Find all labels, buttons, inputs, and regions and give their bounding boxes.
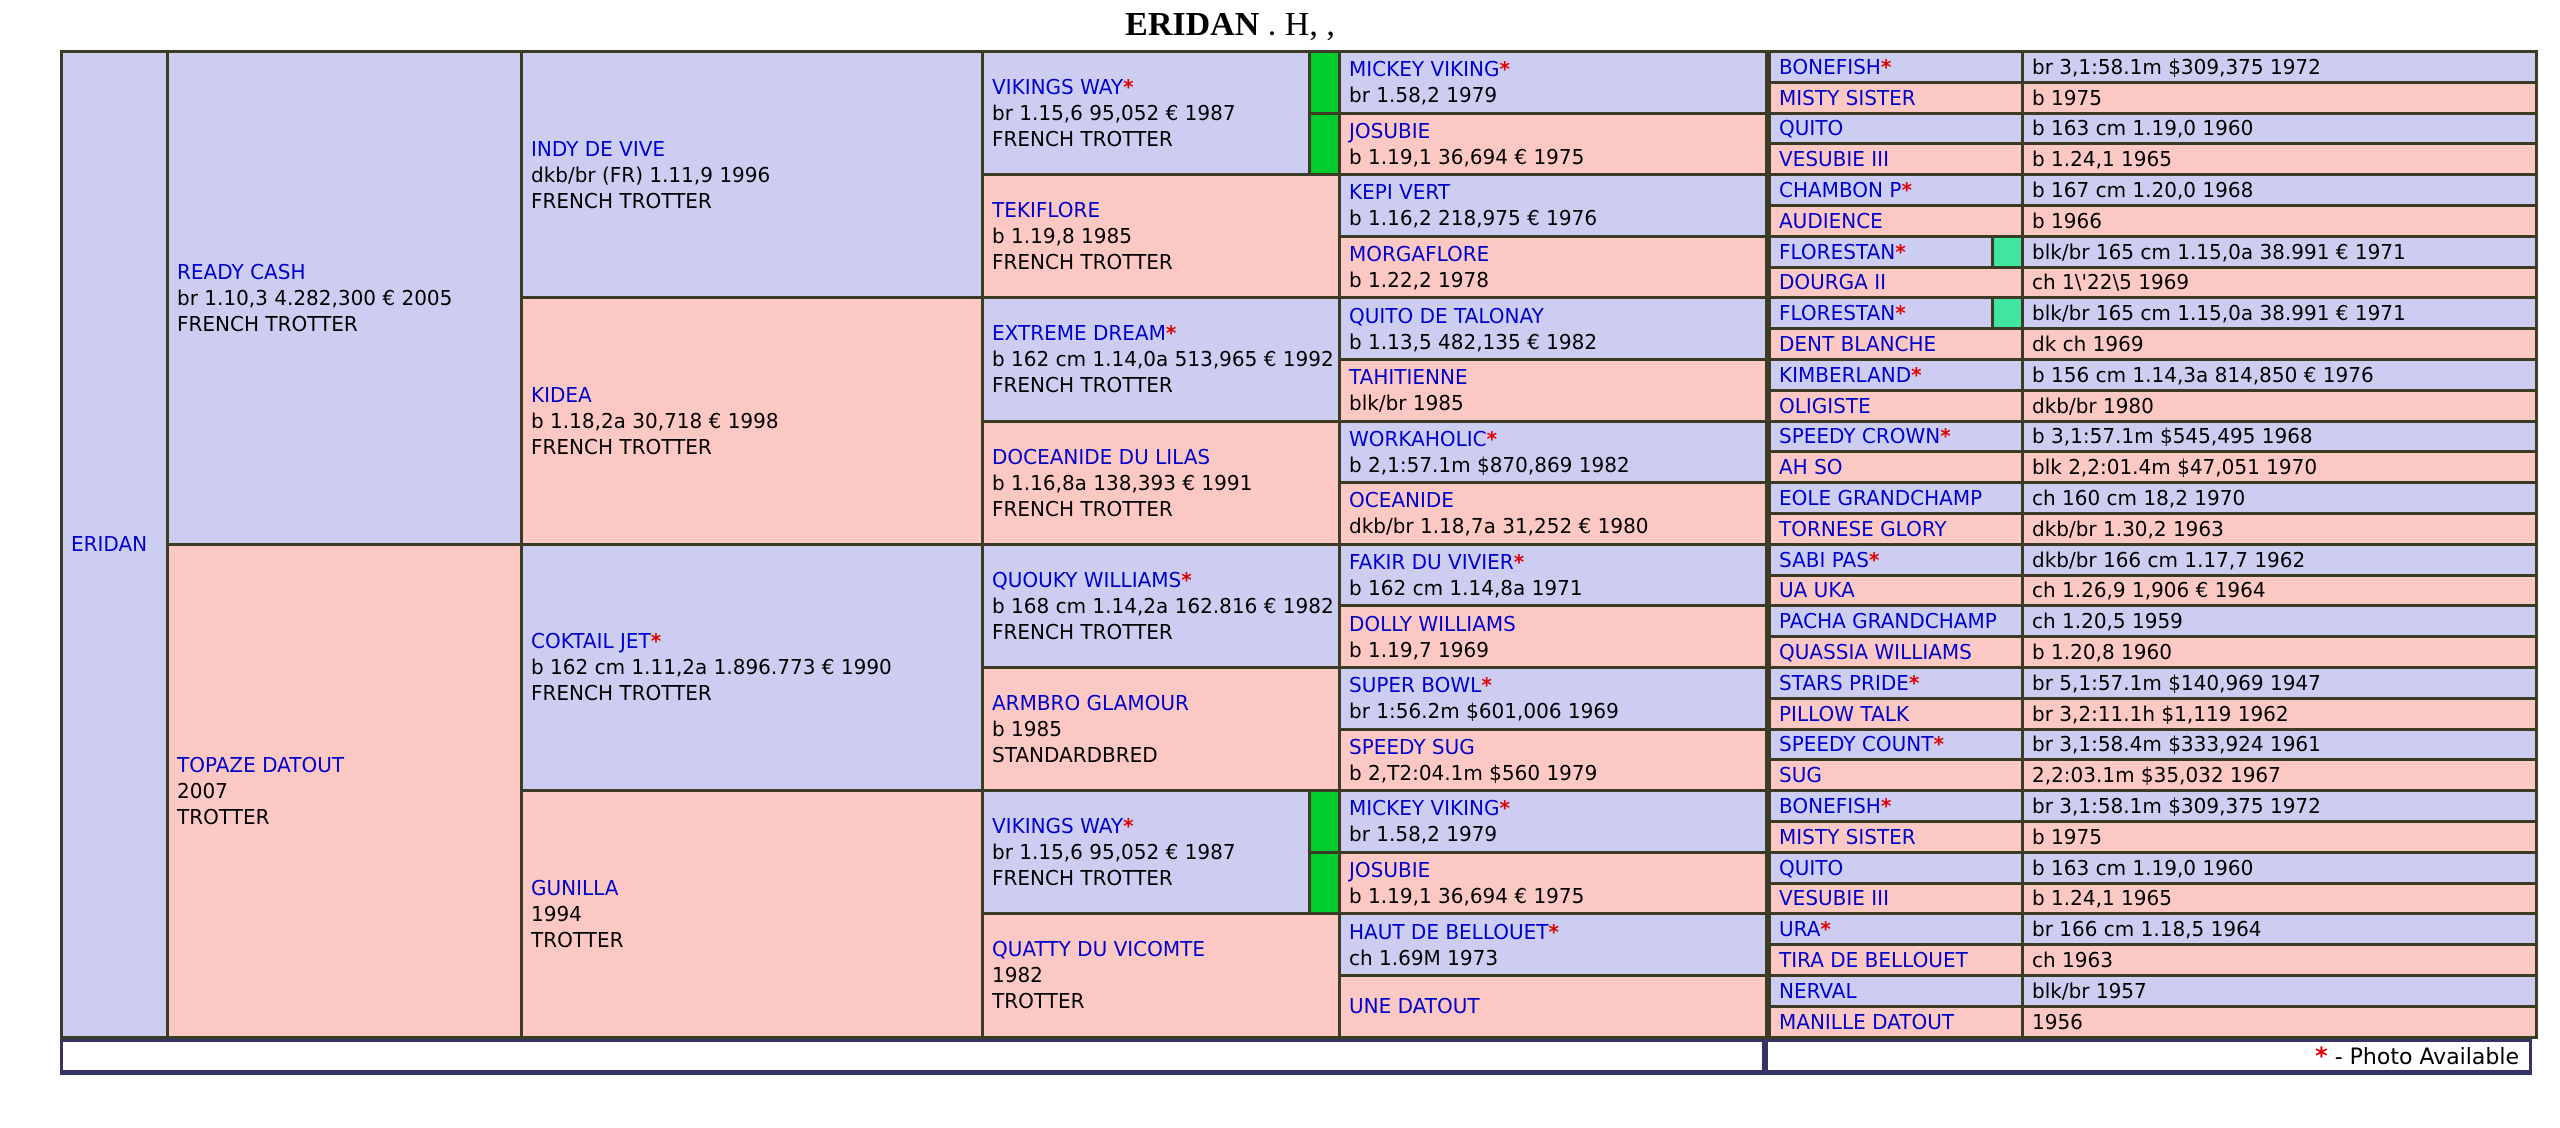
highlight-marker-teal — [1993, 236, 2023, 267]
horse-name[interactable]: NERVAL — [1779, 978, 1857, 1003]
horse-name[interactable]: SUPER BOWL — [1349, 673, 1482, 698]
horse-name[interactable]: VESUBIE III — [1779, 886, 1889, 911]
horse-name[interactable]: VIKINGS WAY — [992, 75, 1124, 100]
horse-detail: br 1:56.2m $601,006 1969 — [1349, 699, 1619, 724]
photo-star-icon: * — [1181, 567, 1192, 592]
cell-gen3-1 — [983, 52, 1310, 175]
horse-name[interactable]: KIMBERLAND — [1779, 362, 1912, 387]
horse-name[interactable]: DOURGA II — [1779, 270, 1887, 295]
horse-name[interactable]: MICKEY VIKING — [1349, 57, 1500, 82]
cell-gen3-4 — [983, 421, 1340, 544]
horse-detail: br 1.15,6 95,052 € 1987 — [992, 840, 1236, 865]
pedigree-table-right — [1768, 50, 2538, 1039]
cell-gen5-name — [1770, 483, 2023, 514]
cell-gen5-name — [1770, 298, 1993, 329]
photo-star-icon: * — [1499, 796, 1510, 821]
photo-star-icon: * — [1513, 550, 1525, 575]
cell-gen2-2 — [522, 298, 983, 544]
horse-name[interactable]: PILLOW TALK — [1779, 701, 1910, 726]
cell-gen5-detail: b 1.24,1 1965 — [2023, 883, 2537, 914]
cell-gen4-13 — [1340, 791, 1767, 853]
cell-gen5-name — [1770, 791, 2023, 822]
cell-gen5-name — [1770, 821, 2023, 852]
horse-name[interactable]: QUITO — [1779, 116, 1844, 141]
cell-gen5-name — [1770, 852, 2023, 883]
cell-gen3-2 — [983, 175, 1340, 298]
pedigree-tables — [0, 50, 2560, 1039]
horse-detail: b 1.16,8a 138,393 € 1991 — [992, 470, 1253, 495]
horse-detail: br 1.58,2 1979 — [1349, 83, 1498, 108]
horse-detail: b 2,1:57.1m $870,869 1982 — [1349, 452, 1630, 477]
cell-gen5-name — [1770, 883, 2023, 914]
horse-breed: FRENCH TROTTER — [531, 681, 712, 706]
horse-name[interactable]: READY CASH — [177, 259, 306, 284]
horse-breed: FRENCH TROTTER — [992, 250, 1173, 275]
horse-name[interactable]: CHAMBON P — [1779, 178, 1902, 203]
cell-gen5-name — [1770, 513, 2023, 544]
horse-name[interactable]: SABI PAS — [1779, 547, 1869, 572]
horse-name[interactable]: MISTY SISTER — [1779, 824, 1916, 849]
horse-breed: FRENCH TROTTER — [992, 127, 1173, 152]
horse-name[interactable]: GUNILLA — [531, 875, 619, 900]
cell-gen5-detail: ch 1.20,5 1959 — [2023, 606, 2537, 637]
horse-name[interactable]: INDY DE VIVE — [531, 136, 666, 161]
horse-name[interactable]: AUDIENCE — [1779, 208, 1883, 233]
horse-name[interactable]: DOLLY WILLIAMS — [1349, 611, 1516, 636]
cell-gen4-10 — [1340, 606, 1767, 668]
photo-star-icon: * — [1933, 732, 1944, 757]
horse-detail: 1994 — [531, 901, 582, 926]
horse-name[interactable]: FAKIR DU VIVIER — [1349, 550, 1514, 575]
cell-gen2-1 — [522, 52, 983, 298]
cell-gen5-detail: b 163 cm 1.19,0 1960 — [2023, 852, 2537, 883]
horse-name[interactable]: MORGAFLORE — [1349, 242, 1490, 267]
cell-gen5-name — [1770, 329, 2023, 360]
horse-name[interactable]: SPEEDY SUG — [1349, 734, 1475, 759]
cell-gen5-name — [1770, 637, 2023, 668]
horse-name[interactable]: ERIDAN — [71, 532, 148, 557]
horse-detail: b 1.19,8 1985 — [992, 224, 1132, 249]
horse-name[interactable]: QUITO DE TALONAY — [1349, 303, 1544, 328]
photo-star-icon: * — [1880, 794, 1892, 819]
cell-gen5-name — [1770, 390, 2023, 421]
horse-name[interactable]: BONEFISH — [1779, 54, 1881, 79]
horse-detail: br 1.58,2 1979 — [1349, 822, 1498, 847]
cell-gen5-detail: blk/br 165 cm 1.15,0a 38.991 € 1971 — [2023, 236, 2537, 267]
horse-name[interactable]: QUITO — [1779, 855, 1844, 880]
horse-name[interactable]: JOSUBIE — [1349, 858, 1431, 883]
cell-gen5-name — [1770, 452, 2023, 483]
horse-name[interactable]: OLIGISTE — [1779, 393, 1871, 418]
horse-breed: FRENCH TROTTER — [531, 435, 712, 460]
horse-detail: blk/br 1985 — [1349, 391, 1464, 416]
cell-gen4-4 — [1340, 236, 1767, 298]
cell-gen5-name — [1770, 729, 2023, 760]
cell-gen5-name — [1770, 698, 2023, 729]
horse-name[interactable]: FLORESTAN — [1779, 239, 1896, 264]
cell-gen5-name — [1770, 205, 2023, 236]
cell-gen5-detail: blk 2,2:01.4m $47,051 1970 — [2023, 452, 2537, 483]
horse-detail: b 1.19,7 1969 — [1349, 637, 1489, 662]
photo-star-icon: * — [1820, 917, 1831, 942]
cell-gen5-name — [1770, 113, 2023, 144]
horse-name[interactable]: SPEEDY COUNT — [1779, 732, 1934, 757]
horse-name[interactable]: DENT BLANCHE — [1779, 332, 1937, 357]
horse-name[interactable]: OCEANIDE — [1349, 488, 1454, 513]
cell-gen5-detail: 1956 — [2023, 1006, 2537, 1037]
horse-name[interactable]: KEPI VERT — [1349, 180, 1451, 205]
photo-star-icon: * — [1880, 54, 1892, 79]
cell-gen4-9 — [1340, 544, 1767, 606]
horse-name[interactable]: MANILLE DATOUT — [1779, 1009, 1955, 1034]
cell-gen5-detail: b 163 cm 1.19,0 1960 — [2023, 113, 2537, 144]
horse-detail: 2007 — [177, 778, 228, 803]
cell-gen5-detail: br 166 cm 1.18,5 1964 — [2023, 914, 2537, 945]
horse-name[interactable]: HAUT DE BELLOUET — [1349, 919, 1549, 944]
horse-name[interactable]: QUATTY DU VICOMTE — [992, 937, 1205, 962]
cell-gen5-name — [1770, 82, 2023, 113]
horse-name[interactable]: JOSUBIE — [1349, 118, 1431, 143]
cell-gen4-1 — [1340, 52, 1767, 114]
photo-star-icon: * — [650, 629, 662, 654]
cell-gen5-name — [1770, 52, 2023, 83]
cell-gen3-6 — [983, 667, 1340, 790]
horse-name[interactable]: MISTY SISTER — [1779, 85, 1916, 110]
horse-name[interactable]: TAHITIENNE — [1349, 365, 1468, 390]
cell-gen4-14 — [1340, 852, 1767, 914]
cell-gen5-detail: blk/br 1957 — [2023, 975, 2537, 1006]
photo-star-icon: * — [1895, 301, 1906, 326]
horse-name[interactable]: BONEFISH — [1779, 794, 1881, 819]
horse-name[interactable]: SPEEDY CROWN — [1779, 424, 1941, 449]
cell-gen5-detail: blk/br 165 cm 1.15,0a 38.991 € 1971 — [2023, 298, 2537, 329]
horse-name[interactable]: COKTAIL JET — [531, 629, 651, 654]
footer-row — [0, 1039, 2560, 1075]
horse-breed: FRENCH TROTTER — [992, 496, 1173, 521]
cell-gen5-detail: dkb/br 1980 — [2023, 390, 2537, 421]
photo-star-icon: * — [1895, 239, 1906, 264]
horse-name[interactable]: ARMBRO GLAMOUR — [992, 691, 1189, 716]
horse-name[interactable]: TIRA DE BELLOUET — [1779, 948, 1968, 972]
cell-gen5-detail: br 3,2:11.1h $1,119 1962 — [2023, 698, 2537, 729]
horse-detail: b 1985 — [992, 717, 1062, 742]
horse-name[interactable]: TEKIFLORE — [992, 198, 1101, 223]
cell-gen5-detail: b 1.20,8 1960 — [2023, 637, 2537, 668]
horse-detail: b 2,T2:04.1m $560 1979 — [1349, 760, 1598, 785]
horse-detail: br 1.15,6 95,052 € 1987 — [992, 101, 1236, 126]
photo-star-icon: * — [1901, 178, 1912, 203]
horse-breed: FRENCH TROTTER — [992, 866, 1173, 891]
horse-detail: dkb/br (FR) 1.11,9 1996 — [531, 162, 771, 187]
cell-gen5-detail: dkb/br 1.30,2 1963 — [2023, 513, 2537, 544]
horse-name[interactable]: QUOUKY WILLIAMS — [992, 567, 1182, 592]
cell-gen2-3 — [522, 544, 983, 790]
cell-gen4-16 — [1340, 975, 1767, 1037]
cell-gen5-detail: br 3,1:58.1m $309,375 1972 — [2023, 52, 2537, 83]
cell-gen5-name — [1770, 606, 2023, 637]
horse-detail: br 1.10,3 4.282,300 € 2005 — [177, 285, 453, 310]
cell-gen5-detail: dk ch 1969 — [2023, 329, 2537, 360]
horse-detail: b 1.18,2a 30,718 € 1998 — [531, 409, 779, 434]
cell-gen5-name — [1770, 359, 2023, 390]
cell-gen4-12 — [1340, 729, 1767, 791]
horse-name[interactable]: URA — [1779, 917, 1821, 942]
cell-gen4-2 — [1340, 113, 1767, 175]
cell-gen3-7 — [983, 791, 1310, 914]
horse-breed: FRENCH TROTTER — [177, 311, 358, 336]
cell-gen5-detail: br 5,1:57.1m $140,969 1947 — [2023, 667, 2537, 698]
highlight-marker-green — [1310, 852, 1340, 914]
cell-gen5-detail: ch 1963 — [2023, 945, 2537, 976]
photo-star-icon: * — [1940, 424, 1951, 449]
photo-available-legend: - Photo Available — [2327, 1044, 2519, 1070]
cell-gen5-name — [1770, 144, 2023, 175]
cell-gen4-3 — [1340, 175, 1767, 237]
cell-gen5-detail: ch 160 cm 18,2 1970 — [2023, 483, 2537, 514]
cell-gen5-name — [1770, 975, 2023, 1006]
horse-detail: 1982 — [992, 963, 1043, 988]
cell-gen5-detail: b 3,1:57.1m $545,495 1968 — [2023, 421, 2537, 452]
photo-star-icon: * — [2315, 1041, 2328, 1070]
horse-breed: FRENCH TROTTER — [531, 188, 712, 213]
cell-gen2-4 — [522, 791, 983, 1037]
horse-detail: ch 1.69M 1973 — [1349, 945, 1499, 970]
cell-gen1-sire — [168, 52, 522, 545]
highlight-marker-green — [1310, 113, 1340, 175]
photo-star-icon: * — [1499, 57, 1510, 82]
horse-name[interactable]: VESUBIE III — [1779, 147, 1889, 172]
cell-gen5-detail: ch 1\'22\5 1969 — [2023, 267, 2537, 298]
footer-box-right — [1765, 1039, 2532, 1075]
cell-gen5-detail: br 3,1:58.4m $333,924 1961 — [2023, 729, 2537, 760]
horse-breed: STANDARDBRED — [992, 743, 1158, 768]
cell-gen5-detail: dkb/br 166 cm 1.17,7 1962 — [2023, 544, 2537, 575]
horse-breed: FRENCH TROTTER — [992, 619, 1173, 644]
horse-breed: TROTTER — [531, 927, 624, 952]
pedigree-table-left — [60, 50, 1768, 1039]
photo-star-icon: * — [1123, 814, 1134, 839]
horse-detail: dkb/br 1.18,7a 31,252 € 1980 — [1349, 514, 1649, 539]
horse-name[interactable]: PACHA GRANDCHAMP — [1779, 609, 1997, 634]
cell-gen5-name — [1770, 544, 2023, 575]
horse-name[interactable]: QUASSIA WILLIAMS — [1779, 640, 1972, 665]
cell-gen5-name — [1770, 760, 2023, 791]
horse-detail: b 1.13,5 482,135 € 1982 — [1349, 329, 1598, 354]
cell-gen5-detail: 2,2:03.1m $35,032 1967 — [2023, 760, 2537, 791]
highlight-marker-green — [1310, 52, 1340, 114]
horse-breed: TROTTER — [992, 989, 1085, 1014]
horse-name[interactable]: EXTREME DREAM — [992, 321, 1166, 346]
horse-name[interactable]: SUG — [1779, 763, 1822, 788]
photo-star-icon: * — [1911, 362, 1922, 387]
cell-gen5-detail: b 1.24,1 1965 — [2023, 144, 2537, 175]
horse-name[interactable]: VIKINGS WAY — [992, 814, 1124, 839]
horse-detail: b 1.19,1 36,694 € 1975 — [1349, 144, 1585, 169]
horse-detail: b 162 cm 1.14,8a 1971 — [1349, 576, 1583, 601]
cell-root-eridan — [62, 52, 168, 1038]
horse-name[interactable]: KIDEA — [531, 383, 592, 408]
cell-gen5-name — [1770, 421, 2023, 452]
horse-name[interactable]: STARS PRIDE — [1779, 670, 1909, 695]
cell-gen5-name — [1770, 914, 2023, 945]
cell-gen5-detail: b 1975 — [2023, 82, 2537, 113]
horse-name[interactable]: AH SO — [1779, 455, 1843, 480]
horse-name[interactable]: TORNESE GLORY — [1779, 516, 1947, 541]
horse-name[interactable]: FLORESTAN — [1779, 301, 1896, 326]
cell-gen5-name — [1770, 945, 2023, 976]
page-title — [0, 0, 2460, 50]
photo-star-icon: * — [1908, 670, 1920, 695]
horse-title-name: ERIDAN — [1125, 6, 1260, 43]
horse-detail: b 1.22,2 1978 — [1349, 268, 1489, 293]
horse-detail: b 162 cm 1.14,0a 513,965 € 1992 — [992, 347, 1334, 372]
cell-gen5-detail: br 3,1:58.1m $309,375 1972 — [2023, 791, 2537, 822]
horse-name[interactable]: UNE DATOUT — [1349, 994, 1480, 1019]
photo-star-icon: * — [1165, 321, 1177, 346]
horse-name[interactable]: UA UKA — [1779, 578, 1855, 603]
horse-detail: b 168 cm 1.14,2a 162.816 € 1982 — [992, 593, 1334, 618]
cell-gen5-name — [1770, 175, 2023, 206]
horse-title-suffix: . H, , — [1259, 6, 1335, 43]
cell-gen5-detail: b 1966 — [2023, 205, 2537, 236]
cell-gen4-5 — [1340, 298, 1767, 360]
photo-star-icon: * — [1486, 426, 1498, 451]
horse-name[interactable]: TOPAZE DATOUT — [177, 752, 345, 777]
highlight-marker-green — [1310, 791, 1340, 853]
cell-gen5-name — [1770, 575, 2023, 606]
horse-breed: TROTTER — [177, 804, 270, 829]
cell-gen5-detail: b 167 cm 1.20,0 1968 — [2023, 175, 2537, 206]
cell-gen5-detail: b 156 cm 1.14,3a 814,850 € 1976 — [2023, 359, 2537, 390]
horse-name[interactable]: MICKEY VIKING — [1349, 796, 1500, 821]
cell-gen3-5 — [983, 544, 1340, 667]
cell-gen3-8 — [983, 914, 1340, 1037]
horse-detail: b 1.19,1 36,694 € 1975 — [1349, 884, 1585, 909]
horse-breed: FRENCH TROTTER — [992, 373, 1173, 398]
highlight-marker-teal — [1993, 298, 2023, 329]
cell-gen5-detail: b 1975 — [2023, 821, 2537, 852]
horse-name[interactable]: WORKAHOLIC — [1349, 426, 1487, 451]
cell-gen4-11 — [1340, 667, 1767, 729]
cell-gen3-3 — [983, 298, 1340, 421]
cell-gen5-name — [1770, 236, 1993, 267]
horse-detail: b 1.16,2 218,975 € 1976 — [1349, 206, 1598, 231]
cell-gen5-name — [1770, 1006, 2023, 1037]
cell-gen4-8 — [1340, 483, 1767, 545]
cell-gen5-detail: ch 1.26,9 1,906 € 1964 — [2023, 575, 2537, 606]
photo-star-icon: * — [1481, 673, 1492, 698]
footer-box-left — [60, 1039, 1765, 1075]
photo-star-icon: * — [1868, 547, 1880, 572]
photo-star-icon: * — [1548, 919, 1559, 944]
cell-gen4-7 — [1340, 421, 1767, 483]
horse-name[interactable]: EOLE GRANDCHAMP — [1779, 486, 1983, 511]
cell-gen4-15 — [1340, 914, 1767, 976]
cell-gen4-6 — [1340, 359, 1767, 421]
cell-gen1-dam — [168, 544, 522, 1037]
cell-gen5-name — [1770, 267, 2023, 298]
cell-gen5-name — [1770, 667, 2023, 698]
horse-name[interactable]: DOCEANIDE DU LILAS — [992, 444, 1211, 469]
photo-star-icon: * — [1123, 75, 1134, 100]
horse-detail: b 162 cm 1.11,2a 1.896.773 € 1990 — [531, 655, 892, 680]
